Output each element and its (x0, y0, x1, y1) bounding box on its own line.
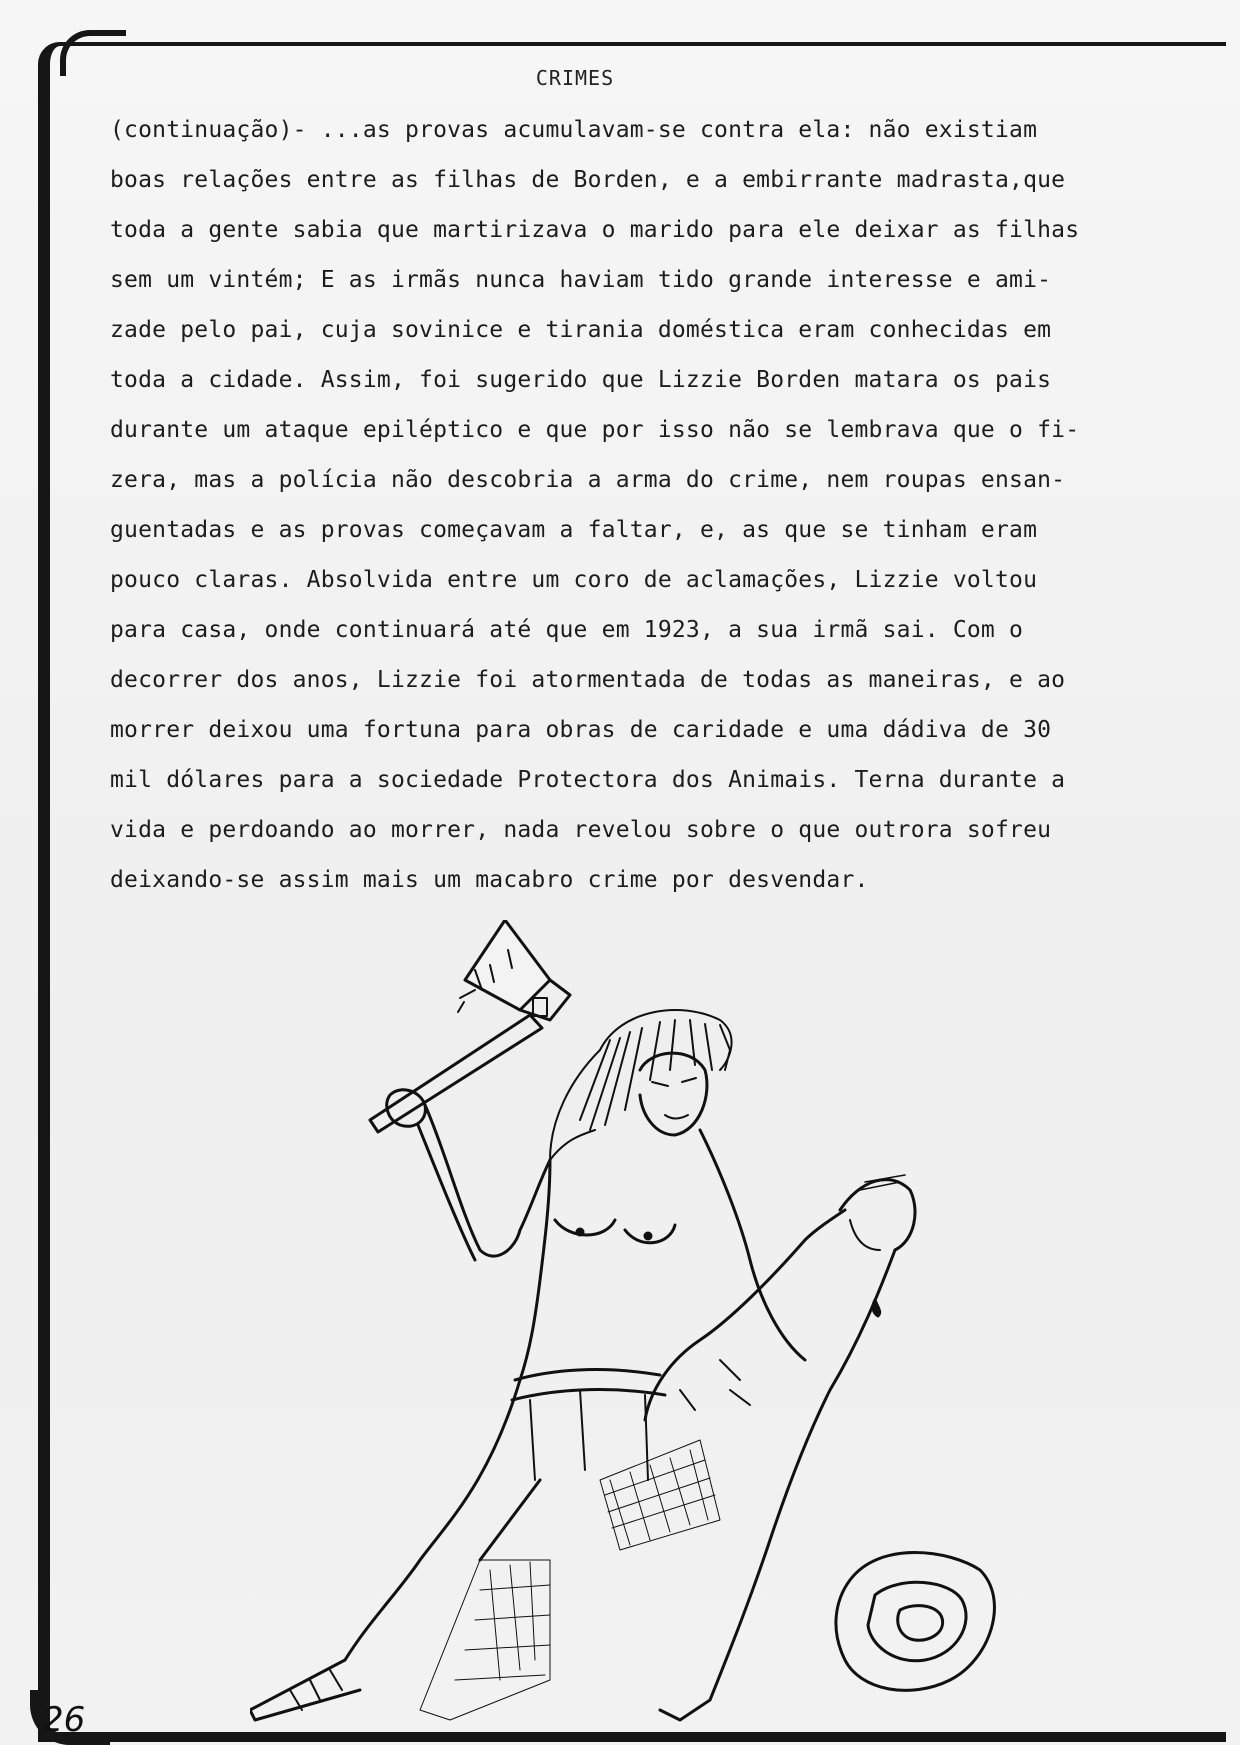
text-line: mil dólares para a sociedade Protectora dos Animais. Terna durante a (110, 767, 1066, 793)
text-line: decorrer dos anos, Lizzie foi atormentada de todas as maneiras, e ao (110, 667, 1066, 693)
text-line: vida e perdoando ao morrer, nada revelou sobre o que outrora sofreu (110, 817, 1052, 843)
axe-icon (370, 920, 570, 1132)
text-line: boas relações entre as filhas de Borden, e a embirrante madrasta,que (110, 167, 1066, 193)
text-line: sem um vintém; E as irmãs nunca haviam tido grande interesse e ami- (110, 267, 1052, 293)
fishnet-pattern (420, 1440, 720, 1720)
text-line: morrer deixou uma fortuna para obras de caridade e uma dádiva de 30 (110, 717, 1052, 743)
text-line: guentadas e as provas começavam a faltar, e, as que se tinham eram (110, 517, 1038, 543)
text-line: toda a cidade. Assim, foi sugerido que Lizzie Borden matara os pais (110, 367, 1052, 393)
blood-pool-illustration (836, 1553, 995, 1691)
text-line: durante um ataque epiléptico e que por isso não se lembrava que o fi- (110, 417, 1080, 443)
victim-illustration (645, 1175, 915, 1720)
axe-murder-illustration (250, 920, 1140, 1740)
page-title: CRIMES (535, 66, 615, 90)
page-number: 26 (42, 1700, 86, 1740)
text-line: zera, mas a polícia não descobria a arma do crime, nem roupas ensan- (110, 467, 1066, 493)
text-line: deixando-se assim mais um macabro crime por desvendar. (110, 867, 869, 893)
text-line: zade pelo pai, cuja sovinice e tirania doméstica eram conhecidas em (110, 317, 1052, 343)
text-line: para casa, onde continuará até que em 1923, a sua irmã sai. Com o (110, 617, 1024, 643)
article-body (110, 108, 1140, 908)
text-line: pouco claras. Absolvida entre um coro de aclamações, Lizzie voltou (110, 567, 1038, 593)
text-line: (continuação)- ...as provas acumulavam-se contra ela: não existiam (110, 117, 1038, 143)
text-line: toda a gente sabia que martirizava o marido para ele deixar as filhas (110, 217, 1080, 243)
